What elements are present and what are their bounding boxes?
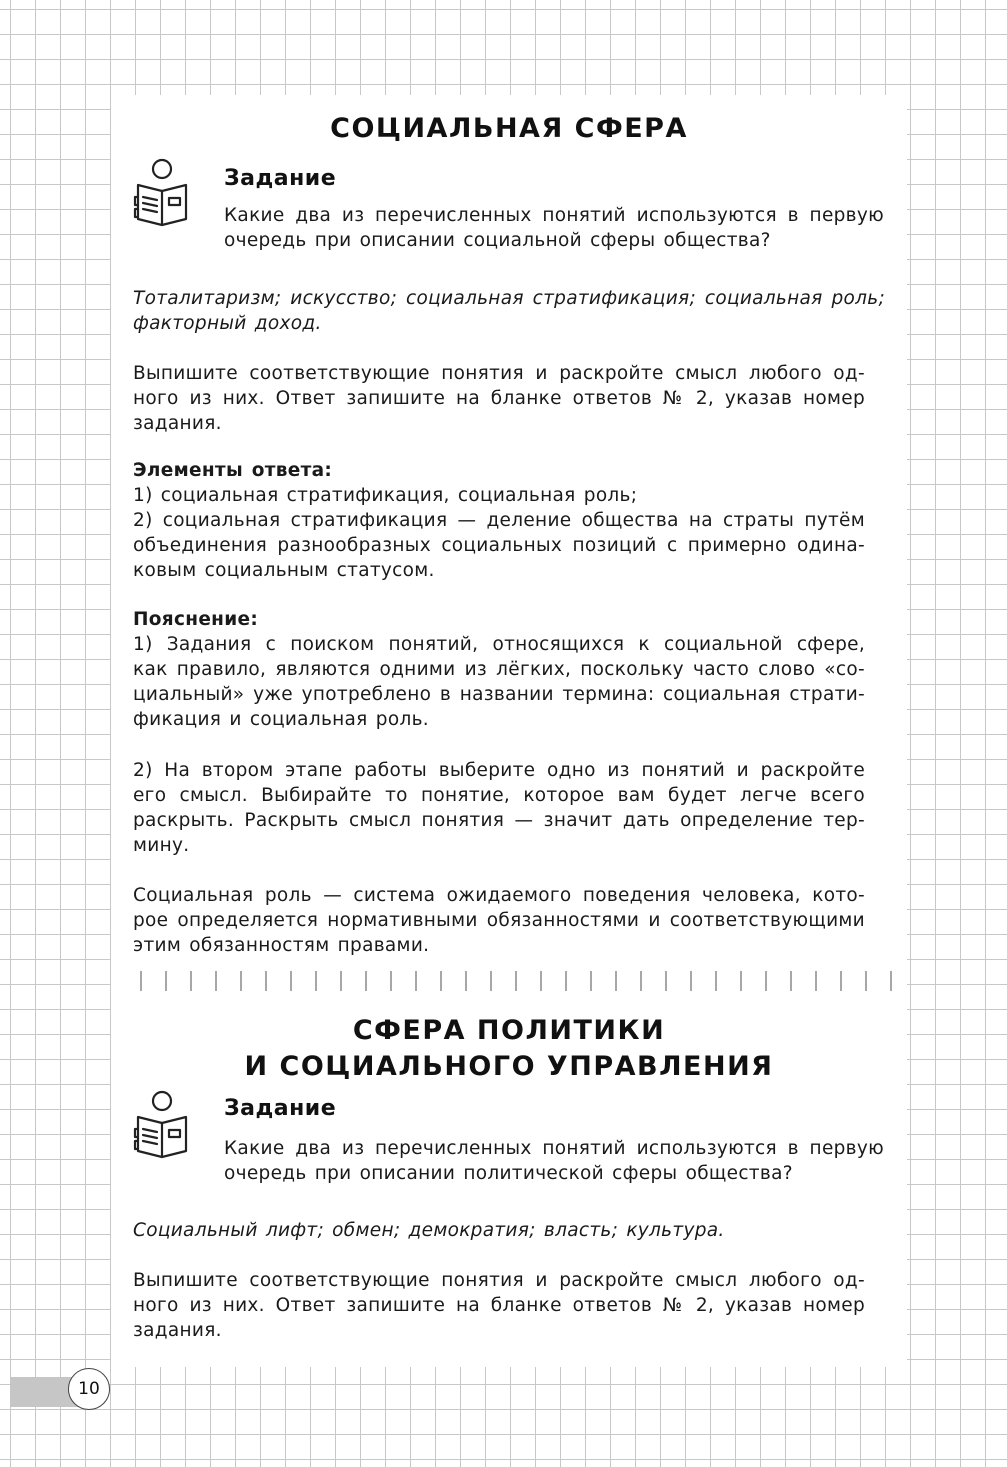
page-number: 10 xyxy=(68,1368,110,1410)
text-line: 1) Задания с поиском понятий, относящихся к социальной сфере, xyxy=(133,634,865,655)
section-divider xyxy=(136,971,901,991)
section1-question xyxy=(224,203,884,253)
text-line: фикация и социальная роль. xyxy=(133,709,429,730)
title-line: И СОЦИАЛЬНОГО УПРАВЛЕНИЯ xyxy=(244,1051,774,1082)
section1-explanation-2 xyxy=(133,758,865,858)
text-line: объединения разнообразных социальных позиций с примерно одина- xyxy=(133,535,865,556)
section1-title: СОЦИАЛЬНАЯ СФЕРА xyxy=(330,113,688,144)
text-line: 2) социальная стратификация — деление общества на страты путём xyxy=(133,510,865,531)
section1-concepts xyxy=(133,286,885,336)
text-line: Выпишите соответствующие понятия и раскройте смысл любого од- xyxy=(133,363,865,384)
section1-explanation xyxy=(133,607,865,732)
text-line: Социальная роль — система ожидаемого поведения человека, кото- xyxy=(133,885,865,906)
text-line: очередь при описании социальной сферы общества? xyxy=(224,230,771,251)
title-line: СФЕРА ПОЛИТИКИ xyxy=(352,1015,666,1046)
text-line: как правило, являются одними из лёгких, поскольку часто слово «со- xyxy=(133,659,865,680)
text-line: 2) На втором этапе работы выберите одно из понятий и раскройте xyxy=(133,760,865,781)
section1-definition xyxy=(133,883,865,958)
reading-person-icon xyxy=(132,157,192,229)
text-line: Выпишите соответствующие понятия и раскройте смысл любого од- xyxy=(133,1270,865,1291)
text-line: ковым социальным статусом. xyxy=(133,560,435,581)
text-line: рое определяется нормативными обязанностями и соответствующими xyxy=(133,910,865,931)
text-line: очередь при описании политической сферы общества? xyxy=(224,1163,793,1184)
text-line: задания. xyxy=(133,1320,222,1341)
text-line: мину. xyxy=(133,835,190,856)
text-line: его смысл. Выбирайте то понятие, которое вам будет легче всего xyxy=(133,785,865,806)
text-line: задания. xyxy=(133,413,222,434)
text-line: Тоталитаризм; искусство; социальная стратификация; социальная роль; xyxy=(133,288,885,309)
section2-task-heading: Задание xyxy=(224,1096,337,1121)
text-line: ного из них. Ответ запишите на бланке ответов № 2, указав номер xyxy=(133,1295,865,1316)
section2-instruction xyxy=(133,1268,865,1343)
text-line: 1) социальная стратификация, социальная роль; xyxy=(133,485,638,506)
answer-heading: Элементы ответа: xyxy=(133,460,333,481)
text-line: ного из них. Ответ запишите на бланке ответов № 2, указав номер xyxy=(133,388,865,409)
text-line: Социальный лифт; обмен; демократия; власть; культура. xyxy=(133,1220,725,1241)
page-sheet xyxy=(111,95,907,1367)
text-line: Какие два из перечисленных понятий используются в первую xyxy=(224,1138,884,1159)
text-line: циальный» уже употреблено в названии термина: социальная страти- xyxy=(133,684,865,705)
text-line: раскрыть. Раскрыть смысл понятия — значит дать определение тер- xyxy=(133,810,865,831)
explanation-heading: Пояснение: xyxy=(133,609,259,630)
reading-person-icon xyxy=(132,1089,192,1161)
text-line: этим обязанностям правами. xyxy=(133,935,430,956)
section2-question xyxy=(224,1136,884,1186)
section1-answer xyxy=(133,458,865,583)
text-line: Какие два из перечисленных понятий используются в первую xyxy=(224,205,884,226)
section2-concepts xyxy=(133,1218,885,1243)
text-line: факторный доход. xyxy=(133,313,322,334)
section1-instruction xyxy=(133,361,865,436)
section2-title xyxy=(111,1013,907,1085)
section1-task-heading: Задание xyxy=(224,166,337,191)
